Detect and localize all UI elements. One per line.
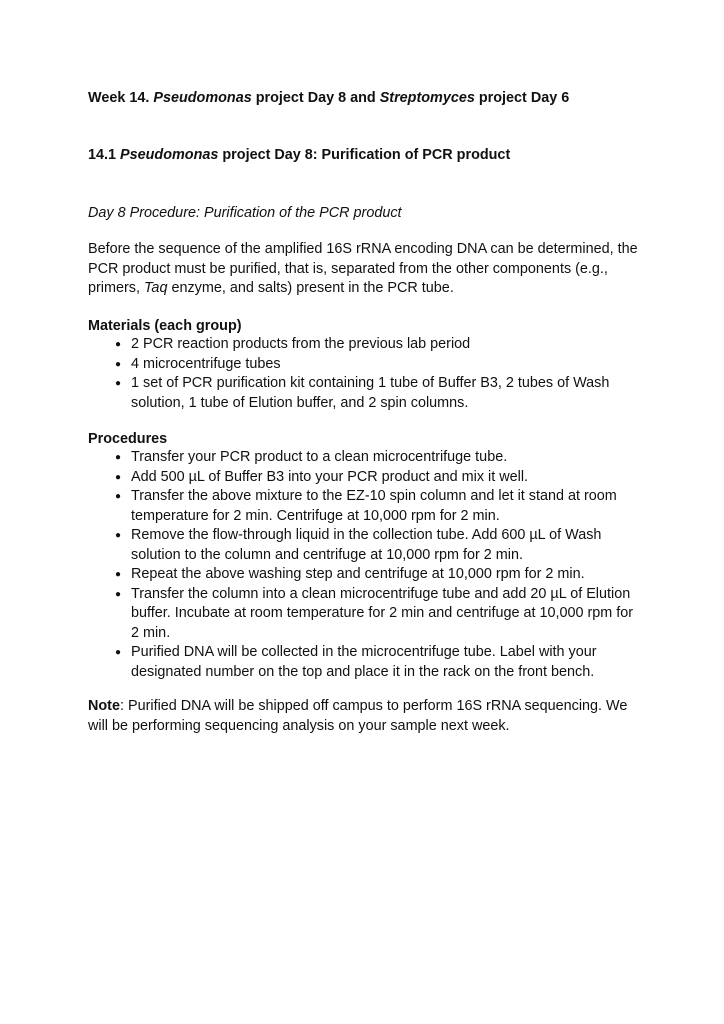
- list-item-text: Remove the flow-through liquid in the collection tube. Add 600 µL of Wash solution to the column and centrifuge at 10,000 rpm for 2 min.: [131, 527, 602, 563]
- section-prefix: 14.1: [88, 147, 121, 163]
- section-suffix: project Day 8: Purification of PCR product: [218, 147, 511, 163]
- heading-middle: project Day 8 and: [251, 90, 380, 106]
- list-item: [88, 355, 644, 375]
- list-item-text: Transfer the column into a clean microcentrifuge tube and add 20 µL of Elution buffer. Incubate at room temperature for 2 min and centrifuge at 10,000 rpm for 2 min.: [131, 585, 634, 641]
- heading-prefix: Week 14.: [88, 90, 154, 106]
- procedures-list: [88, 448, 644, 682]
- list-item-text: Repeat the above washing step and centrifuge at 10,000 rpm for 2 min.: [131, 566, 585, 582]
- heading-suffix: project Day 6: [474, 90, 570, 106]
- list-item-text: Transfer the above mixture to the EZ-10 spin column and let it stand at room temperature for 2 min. Centrifuge at 10,000 rpm for 2 min.: [131, 488, 617, 524]
- section-heading: [88, 146, 644, 166]
- list-item: [88, 487, 644, 526]
- list-item-text: 2 PCR reaction products from the previous lab period: [131, 336, 471, 352]
- list-item-text: 1 set of PCR purification kit containing 1 tube of Buffer B3, 2 tubes of Wash solution, 1 tube of Elution buffer, and 2 spin columns.: [131, 375, 610, 411]
- procedure-title: Day 8 Procedure: Purification of the PCR product: [88, 205, 402, 221]
- bullet-icon: ●: [115, 339, 122, 350]
- bullet-icon: ●: [115, 530, 122, 541]
- list-item: [88, 643, 644, 682]
- procedures-heading: Procedures: [88, 431, 168, 447]
- bullet-icon: ●: [115, 471, 122, 483]
- list-item: [88, 374, 644, 413]
- bullet-icon: ●: [115, 358, 122, 370]
- list-item: [88, 448, 644, 468]
- list-item: [88, 565, 644, 585]
- intro-taq: Taq: [143, 280, 168, 296]
- page-heading: [88, 89, 644, 109]
- list-item-text: Purified DNA will be collected in the microcentrifuge tube. Label with your designated number on the top and place it in the rack on the front bench.: [131, 644, 597, 680]
- note-label: Note: [88, 698, 120, 714]
- bullet-icon: ●: [115, 452, 122, 463]
- list-item: [88, 335, 644, 355]
- bullet-icon: ●: [115, 588, 122, 600]
- intro-text-2: enzyme, and salts) present in the PCR tube.: [167, 280, 454, 296]
- note-paragraph: [88, 697, 644, 736]
- heading-organism-1: Pseudomonas: [153, 90, 252, 106]
- intro-paragraph: [88, 240, 644, 299]
- materials-heading: Materials (each group): [88, 318, 242, 334]
- list-item: [88, 526, 644, 565]
- note-text: : Purified DNA will be shipped off campus to perform 16S rRNA sequencing. We will be performing sequencing analysis on your sample next week.: [88, 698, 628, 734]
- list-item-text: Add 500 µL of Buffer B3 into your PCR product and mix it well.: [131, 468, 529, 485]
- heading-organism-2: Streptomyces: [379, 90, 475, 106]
- bullet-icon: ●: [115, 647, 122, 658]
- list-item-text: 4 microcentrifuge tubes: [131, 355, 281, 372]
- bullet-icon: ●: [115, 569, 122, 580]
- intro-text-1: Before the sequence of the amplified 16S rRNA encoding DNA can be determined, the PCR product must be purified, that is, separated from the other components (e.g., primers,: [88, 241, 638, 296]
- list-item: [88, 468, 644, 488]
- bullet-icon: ●: [115, 491, 122, 502]
- list-item: [88, 585, 644, 644]
- list-item-text: Transfer your PCR product to a clean microcentrifuge tube.: [131, 449, 508, 465]
- materials-list: [88, 335, 644, 413]
- bullet-icon: ●: [115, 378, 122, 389]
- section-organism: Pseudomonas: [120, 147, 219, 163]
